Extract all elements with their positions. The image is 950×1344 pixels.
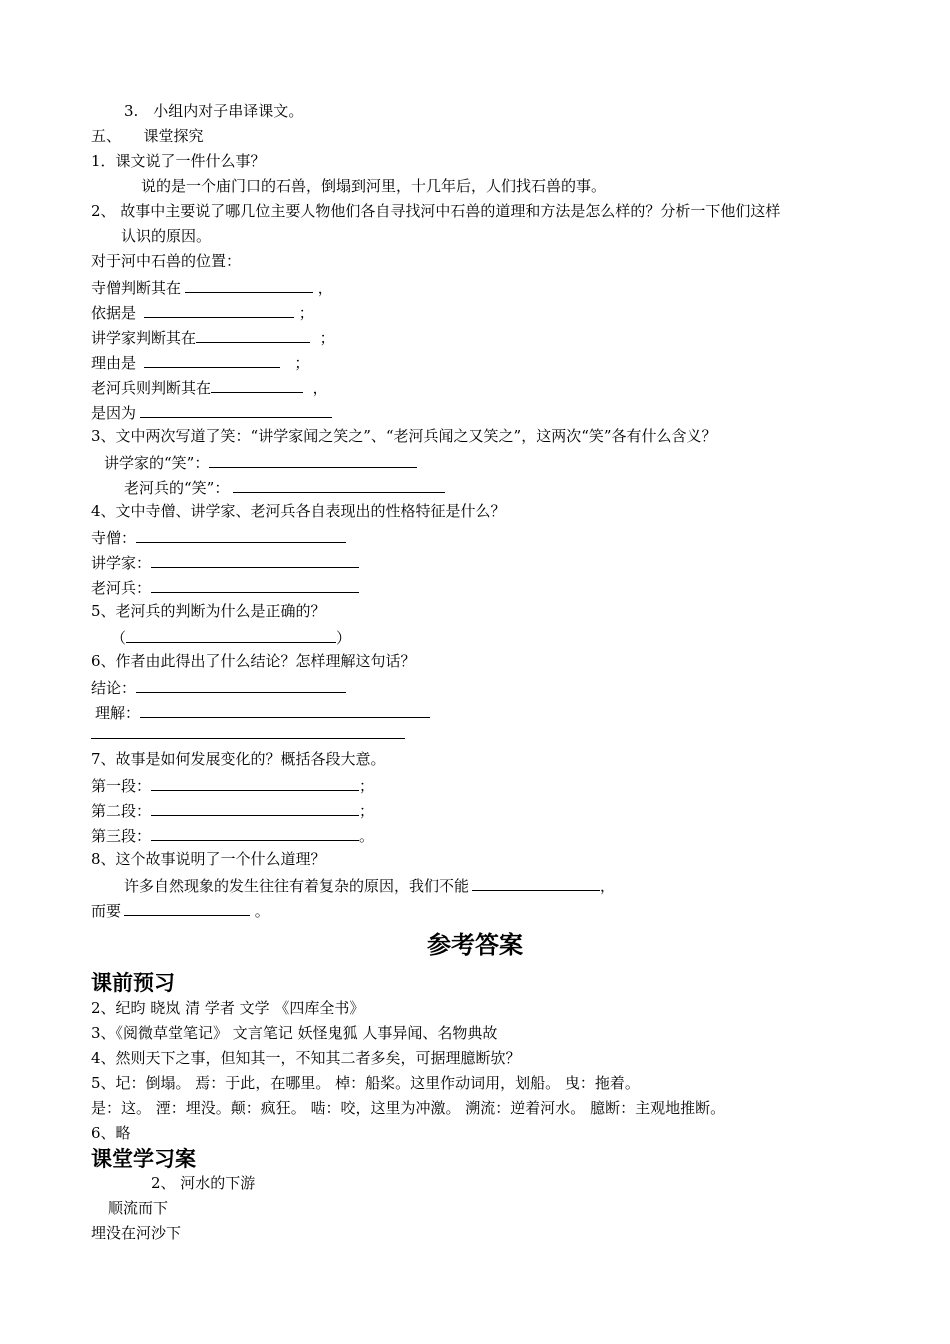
scholar-judgment-line (91, 326, 335, 348)
text: 结论： (91, 679, 137, 697)
answers-title: 参考答案 (427, 930, 523, 959)
answer-1 (141, 176, 606, 196)
answer-blank[interactable] (151, 576, 359, 593)
question-5-blank-line (111, 626, 351, 648)
answer-blank[interactable] (151, 551, 359, 568)
text: 6、作者由此得出了什么结论？怎样理解这句话？ (91, 652, 416, 670)
answer-line: 3、《阅微草堂笔记》 文言笔记 妖怪鬼狐 人事异闻、名物典故 (91, 1024, 498, 1042)
text: ； (359, 777, 375, 795)
text: 第一段： (91, 777, 152, 795)
text: 4、文中寺僧、讲学家、老河兵各自表现出的性格特征是什么？ (91, 502, 506, 520)
scholar-reason-line (91, 351, 309, 373)
text: 。 (254, 902, 270, 920)
question-6 (91, 651, 416, 671)
answer-line: 6、略 (91, 1124, 131, 1142)
scholar-laugh-line (104, 451, 417, 473)
question-2 (91, 201, 780, 221)
question-5 (91, 601, 326, 621)
text: 认识的原因。 (121, 227, 212, 245)
answer-line: 2、纪昀 晓岚 清 学者 文学 《四库全书》 (91, 999, 365, 1017)
text: ； (294, 354, 310, 372)
monk-basis-line (91, 301, 314, 323)
text: 理由是 (91, 354, 137, 372)
text: 寺僧判断其在 (91, 279, 182, 297)
answer-blank[interactable] (124, 899, 250, 916)
understanding-line (95, 701, 430, 723)
text: 讲学家判断其在 (91, 329, 197, 347)
soldier-judgment-line (91, 376, 328, 398)
answer-blank[interactable] (144, 351, 280, 368)
answer-blank[interactable] (209, 451, 417, 468)
paragraph-2-line (91, 799, 374, 821)
answer-line: 埋没在河沙下 (91, 1224, 182, 1242)
answer-blank[interactable] (126, 626, 336, 643)
answer-blank[interactable] (211, 376, 303, 393)
answer-blank[interactable] (151, 824, 359, 841)
conclusion-line (91, 676, 346, 698)
text: 老河兵： (91, 579, 152, 597)
answer-blank[interactable] (185, 276, 313, 293)
answer-blank[interactable] (136, 526, 346, 543)
scholar-trait-line (91, 551, 359, 573)
question-4 (91, 501, 506, 521)
section-5-heading (91, 126, 204, 146)
text: 第三段： (91, 827, 152, 845)
question-2-cont (121, 226, 211, 246)
paragraph-3-line (91, 824, 374, 846)
text: 5、老河兵的判断为什么是正确的？ (91, 602, 326, 620)
classroom-section-heading: 课堂学习案 (91, 1146, 196, 1171)
text: （ (111, 629, 127, 647)
text: 第二段： (91, 802, 152, 820)
text: 7、故事是如何发展变化的？概括各段大意。 (91, 750, 386, 768)
text: 2、 故事中主要说了哪几位主要人物他们各自寻找河中石兽的道理和方法是怎么样的？分析一下他们这样 (91, 202, 781, 220)
text: ； (319, 329, 335, 347)
text: 而要 (91, 902, 122, 920)
position-intro (91, 251, 241, 271)
text: 3、文中两次写道了笑：“讲学家闻之笑之”、“老河兵闻之又笑之”，这两次“笑”各有什么含义？ (91, 427, 717, 445)
text: 老河兵则判断其在 (91, 379, 212, 397)
soldier-trait-line (91, 576, 359, 598)
text: ） (336, 629, 352, 647)
answer-blank[interactable] (151, 774, 359, 791)
preview-section-heading: 课前预习 (91, 970, 175, 995)
answer-line: 2、 河水的下游 (151, 1174, 256, 1192)
text: ， (600, 877, 616, 895)
text: 许多自然现象的发生往往有着复杂的原因，我们不能 (124, 877, 470, 895)
text: 依据是 (91, 304, 137, 322)
question-8 (91, 849, 326, 869)
text: 是因为 (91, 404, 137, 422)
step-3-line (124, 101, 303, 121)
text: 8、这个故事说明了一个什么道理？ (91, 850, 326, 868)
answer-blank[interactable] (136, 676, 346, 693)
text: ； (298, 304, 314, 322)
lesson-line (124, 874, 615, 896)
text: ， (317, 279, 333, 297)
text: 老河兵的“笑”： (124, 479, 230, 497)
question-3 (91, 426, 717, 446)
text: 3. 小组内对子串译课文。 (124, 102, 304, 120)
answer-blank[interactable] (140, 701, 430, 718)
monk-judgment-line (91, 276, 333, 298)
question-7 (91, 749, 386, 769)
answer-blank[interactable] (144, 301, 294, 318)
answer-line: 5、圮：倒塌。 焉：于此，在哪里。 棹：船桨。这里作动词用，划船。 曳：拖着。 (91, 1074, 640, 1092)
soldier-reason-line (91, 401, 332, 423)
paragraph-1-line (91, 774, 374, 796)
text: 理解： (95, 704, 141, 722)
answer-blank[interactable] (151, 799, 359, 816)
answer-blank[interactable] (472, 874, 600, 891)
text: 寺僧： (91, 529, 137, 547)
text: 。 (359, 827, 375, 845)
answer-line: 是：这。 湮：埋没。颠：疯狂。 啮：咬，这里为冲激。 溯流：逆着河水。 臆断：主观地推断。 (91, 1099, 726, 1117)
text: 对于河中石兽的位置： (91, 252, 242, 270)
monk-trait-line (91, 526, 346, 548)
answer-blank[interactable] (140, 401, 332, 418)
soldier-laugh-line (124, 476, 445, 498)
text: 说的是一个庙门口的石兽，倒塌到河里，十几年后，人们找石兽的事。 (141, 177, 607, 195)
text: ； (359, 802, 375, 820)
answer-line: 顺流而下 (108, 1199, 169, 1217)
lesson-line-2 (91, 899, 270, 921)
text: 讲学家： (91, 554, 152, 572)
text: ， (312, 379, 328, 397)
question-1 (91, 151, 266, 171)
text: 五、 课堂探究 (91, 127, 204, 145)
text: 1．课文说了一件什么事？ (91, 152, 266, 170)
answer-line: 4、然则天下之事，但知其一，不知其二者多矣，可据理臆断欤？ (91, 1049, 521, 1067)
answer-blank-full[interactable] (91, 738, 405, 739)
text: 讲学家的“笑”： (104, 454, 210, 472)
answer-blank[interactable] (196, 326, 310, 343)
answer-blank[interactable] (233, 476, 445, 493)
